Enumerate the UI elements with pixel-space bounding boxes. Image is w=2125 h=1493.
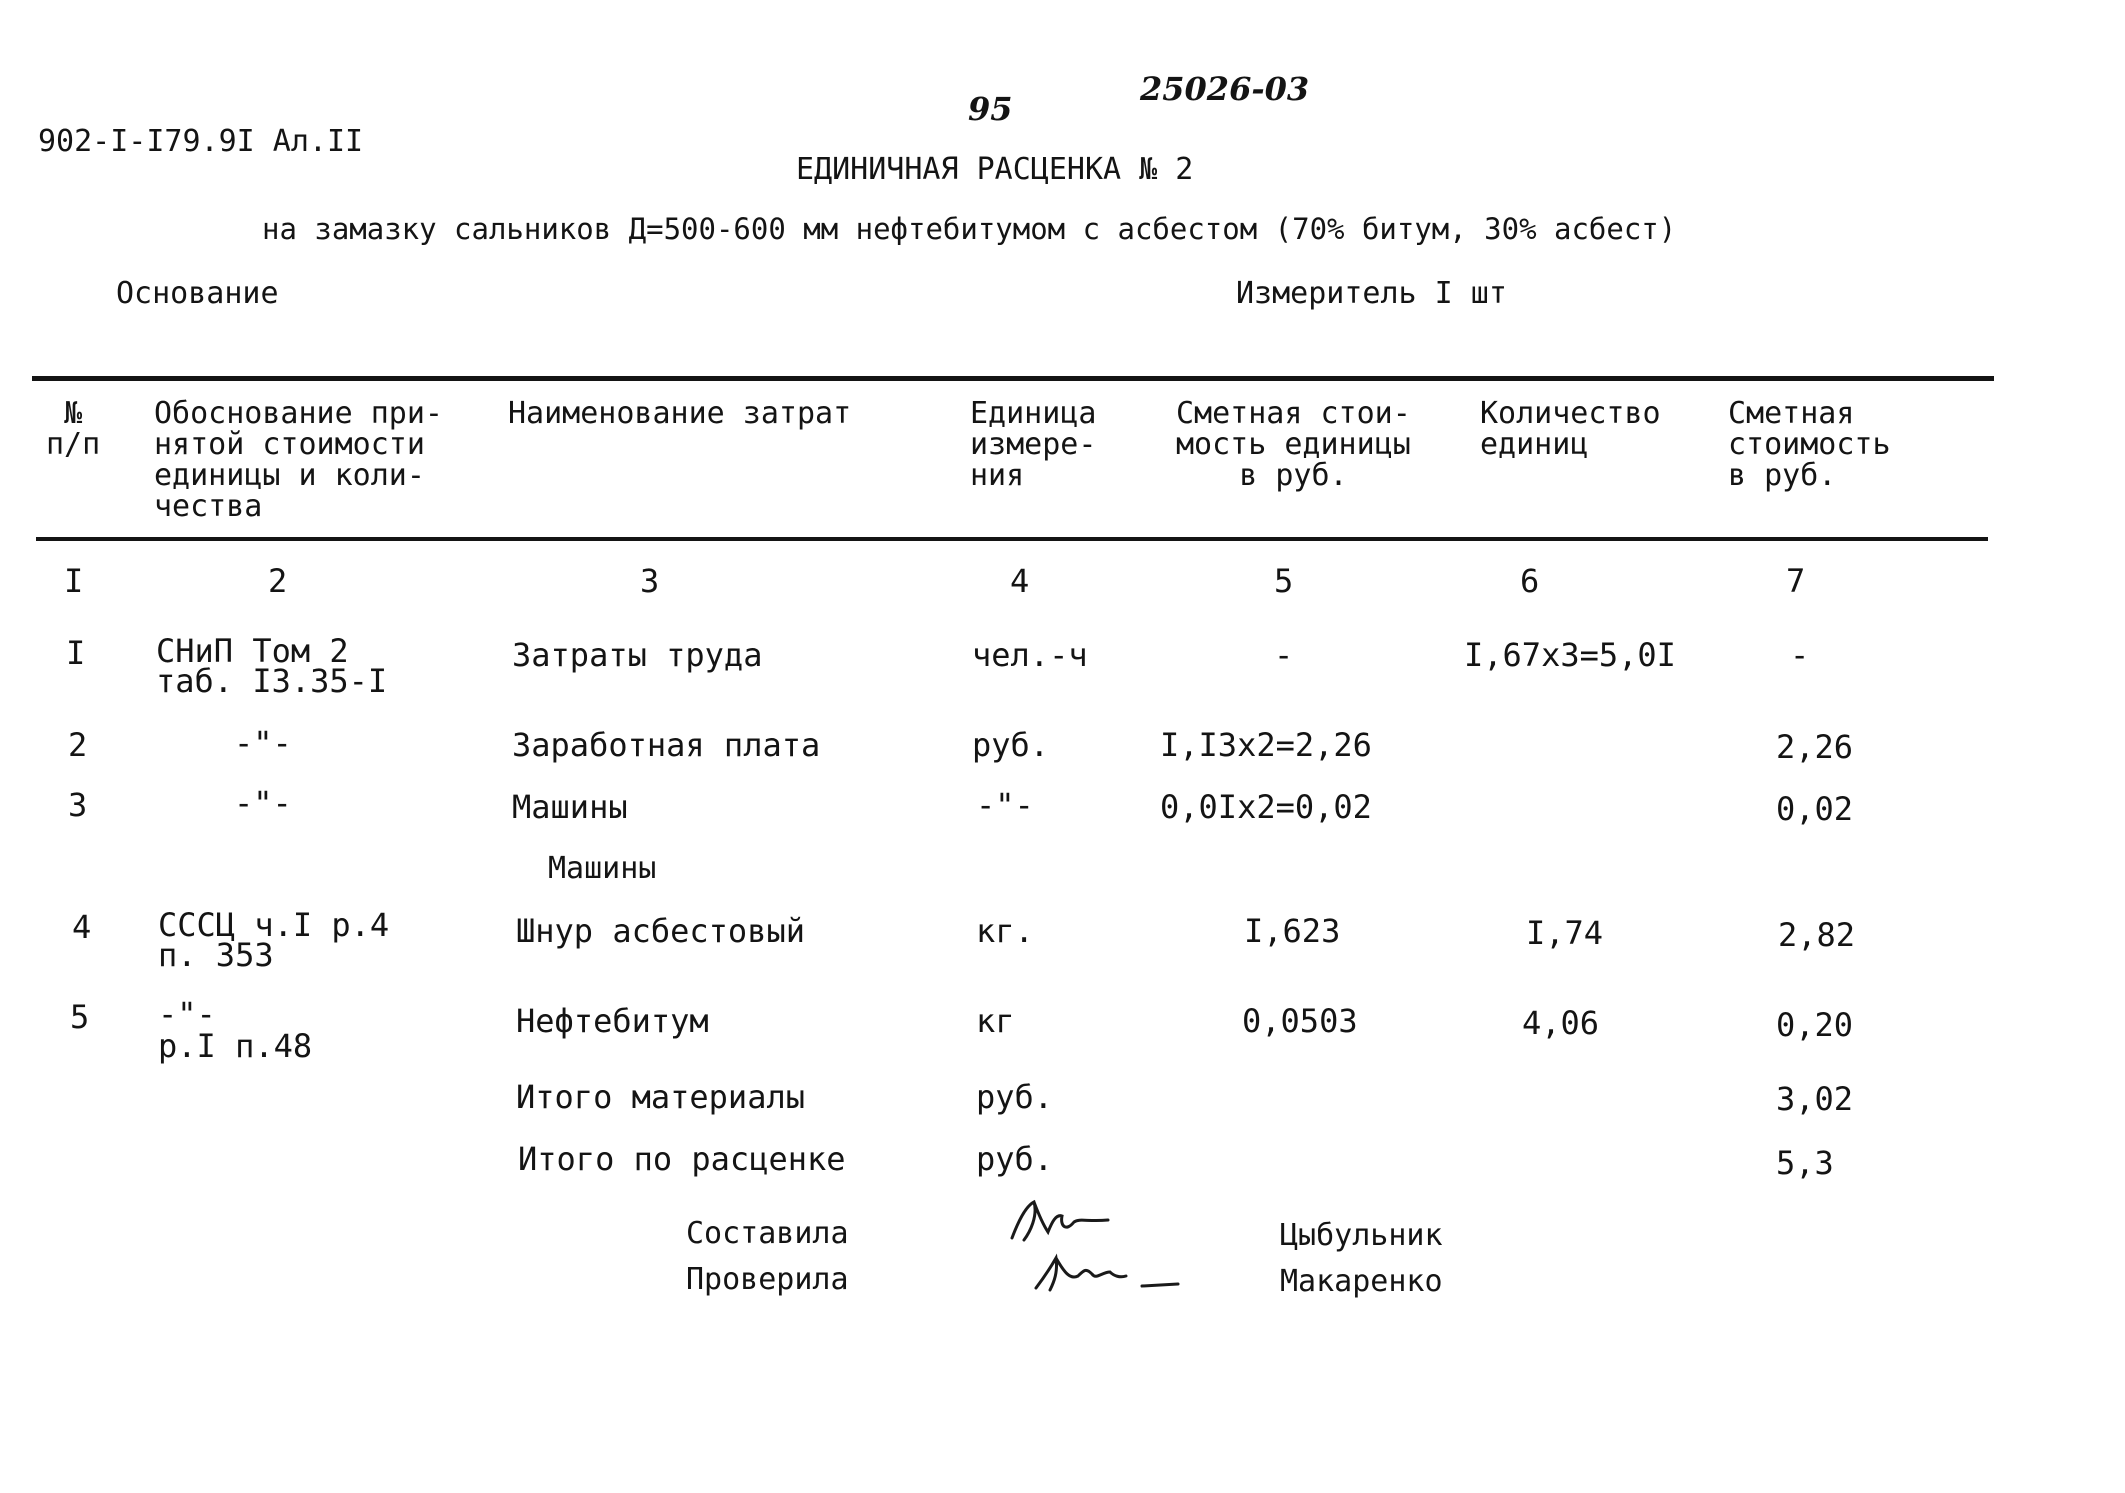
- page-number: 95: [968, 90, 1013, 128]
- row-number: 3: [68, 786, 88, 824]
- row-basis: СНиП Том 2 таб. I3.35-I: [156, 632, 388, 700]
- row-total: 0,02: [1776, 790, 1854, 828]
- document-title: ЕДИНИЧНАЯ РАСЦЕНКА № 2: [796, 152, 1194, 187]
- table-top-rule: [32, 376, 1994, 381]
- row-unit-cost: I,623: [1244, 912, 1341, 950]
- header-total-cost: Сметная стоимость в руб.: [1728, 396, 1891, 493]
- document-subtitle: на замазку сальников Д=500-600 мм нефтебитумом с асбестом (70% битум, 30% асбест): [262, 212, 1677, 246]
- row-unit: руб.: [976, 1140, 1054, 1178]
- column-number: I: [64, 562, 84, 600]
- row-cost-name: Итого материалы: [516, 1078, 805, 1116]
- row-number: 5: [70, 998, 90, 1036]
- column-number: 5: [1274, 562, 1294, 600]
- row-quantity: I,74: [1526, 914, 1604, 952]
- row-cost-name: Заработная плата: [512, 726, 821, 764]
- row-cost-name: Машины: [548, 851, 657, 886]
- column-number: 7: [1786, 562, 1806, 600]
- row-quantity: 4,06: [1522, 1004, 1600, 1042]
- handwritten-signature: [1030, 1242, 1190, 1300]
- basis-label: Основание: [116, 276, 279, 311]
- checked-by-name: Макаренко: [1280, 1264, 1443, 1299]
- header-unit: Единица измере- ния: [970, 396, 1097, 493]
- row-total: 2,26: [1776, 728, 1854, 766]
- column-number: 4: [1010, 562, 1030, 600]
- row-basis: -"- р.I п.48: [158, 995, 313, 1065]
- row-unit: кг: [976, 1002, 1015, 1040]
- row-total: 0,20: [1776, 1006, 1854, 1044]
- row-cost-name: Нефтебитум: [516, 1002, 709, 1040]
- row-cost-name: Затраты труда: [512, 636, 763, 674]
- row-total: -: [1790, 636, 1810, 674]
- table-header-rule: [36, 537, 1988, 541]
- row-unit: -"-: [976, 786, 1034, 824]
- row-basis: СССЦ ч.I р.4 п. 353: [158, 906, 390, 974]
- measure-label: Измеритель I шт: [1236, 276, 1507, 311]
- row-quantity: I,67x3=5,0I: [1464, 636, 1676, 674]
- document-code: 902-I-I79.9I Ал.II: [38, 124, 364, 159]
- row-total: 5,3: [1776, 1144, 1834, 1182]
- row-cost-name: Шнур асбестовый: [516, 912, 805, 950]
- row-basis: -"-: [234, 784, 292, 822]
- compiled-by-label: Составила: [686, 1216, 849, 1251]
- header-unit-cost: Сметная стои- мость единицы в руб.: [1176, 396, 1411, 493]
- row-unit: кг.: [976, 912, 1034, 950]
- row-number: 4: [72, 908, 92, 946]
- column-number: 2: [268, 562, 288, 600]
- row-unit-cost: 0,0503: [1242, 1002, 1358, 1040]
- row-unit: чел.-ч: [972, 636, 1088, 674]
- row-unit-cost: I,I3x2=2,26: [1160, 726, 1372, 764]
- row-total: 3,02: [1776, 1080, 1854, 1118]
- row-total: 2,82: [1778, 916, 1856, 954]
- column-number: 6: [1520, 562, 1540, 600]
- column-number: 3: [640, 562, 660, 600]
- compiled-by-name: Цыбульник: [1280, 1218, 1443, 1253]
- header-quantity: Количество единиц: [1480, 396, 1661, 462]
- row-unit: руб.: [976, 1078, 1054, 1116]
- row-unit-cost: 0,0Ix2=0,02: [1160, 788, 1372, 826]
- header-basis: Обоснование при- нятой стоимости единицы и коли- чества: [154, 396, 443, 524]
- header-cost-name: Наименование затрат: [508, 396, 852, 431]
- row-number: I: [66, 634, 86, 672]
- archive-code: 25026-03: [1140, 70, 1310, 108]
- row-basis: -"-: [234, 724, 292, 762]
- row-cost-name: Итого по расценке: [518, 1140, 846, 1178]
- checked-by-label: Проверила: [686, 1262, 849, 1297]
- row-cost-name: Машины: [512, 788, 628, 826]
- header-number: № п/п: [46, 396, 101, 462]
- row-unit-cost: -: [1274, 636, 1294, 674]
- row-unit: руб.: [972, 726, 1050, 764]
- row-number: 2: [68, 726, 88, 764]
